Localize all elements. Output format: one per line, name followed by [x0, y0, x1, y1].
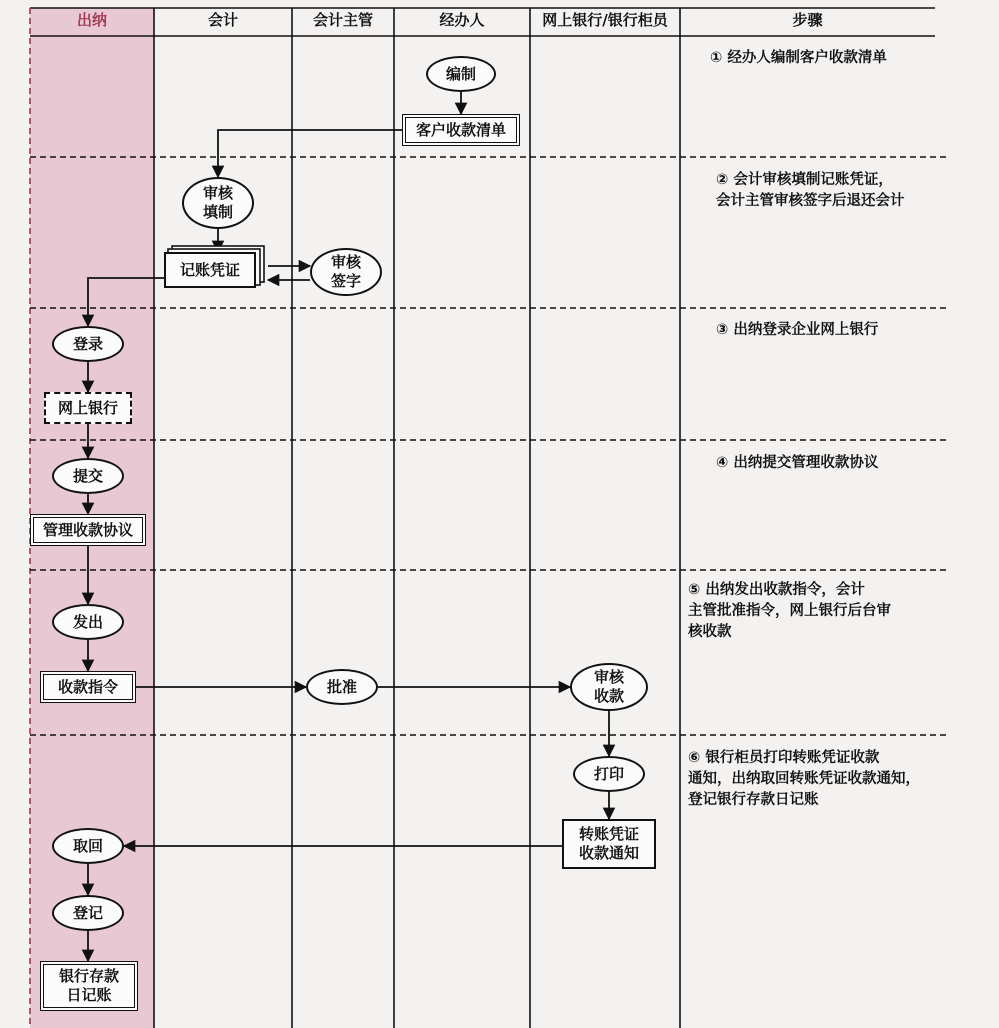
- lane-grid: [30, 8, 935, 1028]
- node-review-collection: 审核 收款: [570, 663, 648, 711]
- node-voucher: 记账凭证: [164, 252, 256, 288]
- step-5: ⑤ 出纳发出收款指令，会计 主管批准指令，网上银行后台审 核收款: [688, 582, 891, 640]
- step-6: ⑥ 银行柜员打印转账凭证收款 通知，出纳取回转账凭证收款通知， 登记银行存款日记账: [688, 750, 920, 808]
- lane-header-handler: 经办人: [439, 10, 485, 29]
- node-online-bank: 网上银行: [44, 392, 132, 424]
- node-login: 登录: [52, 326, 124, 362]
- connector-list-to-review: [218, 130, 402, 177]
- node-issue: 发出: [52, 604, 124, 640]
- lane-header-accountant: 会计: [207, 10, 238, 29]
- node-review-fill: 审核 填制: [182, 177, 254, 229]
- step-3: ③ 出纳登录企业网上银行: [716, 322, 879, 338]
- node-approve: 批准: [306, 669, 378, 705]
- lane-header-bank: 网上银行/银行柜员: [542, 10, 668, 29]
- node-retrieve: 取回: [52, 828, 124, 864]
- lane-header-supervisor: 会计主管: [312, 10, 373, 29]
- node-review-sign: 审核 签字: [310, 248, 382, 296]
- node-submit: 提交: [52, 458, 124, 494]
- connectors: [88, 92, 609, 961]
- step-dividers: [30, 157, 946, 735]
- step-4: ④ 出纳提交管理收款协议: [716, 455, 879, 471]
- node-print: 打印: [573, 756, 645, 792]
- step-1: ① 经办人编制客户收款清单: [710, 50, 887, 66]
- node-record: 登记: [52, 895, 124, 931]
- node-bank-journal: 银行存款 日记账: [40, 961, 138, 1011]
- node-compile: 编制: [426, 56, 496, 92]
- node-collection-instruction: 收款指令: [40, 671, 136, 703]
- node-collection-agreement: 管理收款协议: [30, 514, 146, 546]
- node-transfer-notice: 转账凭证 收款通知: [562, 819, 656, 869]
- node-receipt-list: 客户收款清单: [402, 114, 520, 146]
- step-2: ② 会计审核填制记账凭证， 会计主管审核签字后退还会计: [716, 172, 905, 209]
- lane-header-steps: 步骤: [792, 10, 823, 29]
- lane-header-cashier: 出纳: [76, 10, 107, 29]
